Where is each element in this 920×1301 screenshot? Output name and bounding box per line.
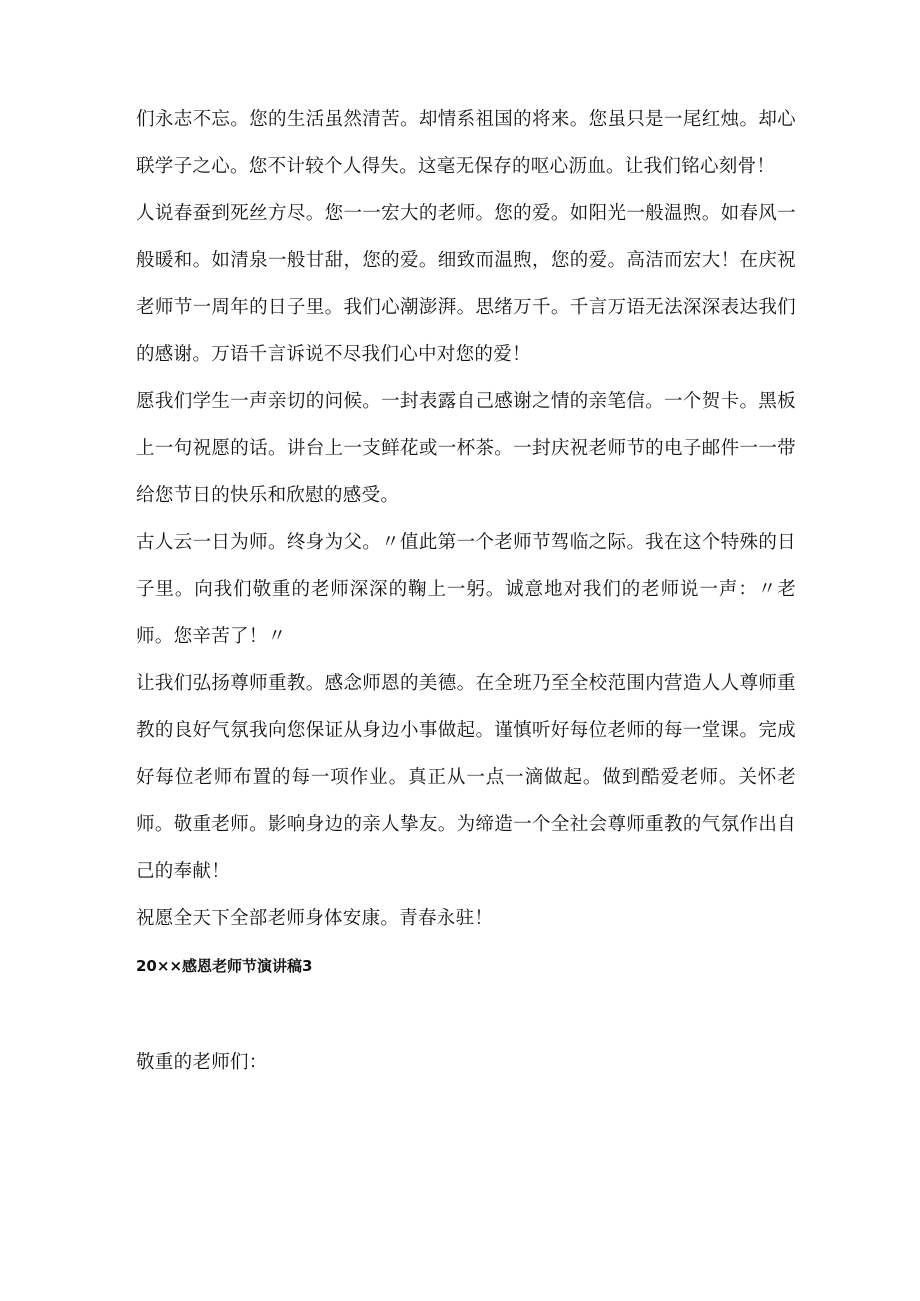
paragraph-5: 让我们弘扬尊师重教。感念师恩的美德。在全班乃至全校范围内营造人人尊师重教的良好气氛我向您保证从身边小事做起。谨慎听好每位老师的每一堂课。完成好每位老师布置的每一项作业。真正从一点一滴做起。做到酷爱老师。关怀老师。敬重老师。影响身边的亲人挚友。为缔造一个全社会尊师重教的气氛作出自己的奉献！ [136, 673, 796, 882]
paragraph-3: 愿我们学生一声亲切的问候。一封表露自己感谢之情的亲笔信。一个贺卡。黑板上一句祝愿的话。讲台上一支鲜花或一杯茶。一封庆祝老师节的电子邮件一一带给您节日的快乐和欣慰的感受。 [136, 391, 796, 506]
paragraph-1: 们永志不忘。您的生活虽然清苦。却情系祖国的将来。您虽只是一尾红烛。却心联学子之心。您不计较个人得失。这毫无保存的呕心沥血。让我们铭心刻骨！ [136, 109, 796, 177]
document-page [136, 96, 796, 1078]
salutation: 敬重的老师们： [136, 1052, 268, 1073]
paragraph-2: 人说春蚕到死丝方尽。您一一宏大的老师。您的爱。如阳光一般温煦。如春风一般暖和。如清泉一般甘甜，您的爱。细致而温煦，您的爱。高洁而宏大！在庆祝老师节一周年的日子里。我们心潮澎湃。思绪万千。千言万语无法深深表达我们的感谢。万语千言诉说不尽我们心中对您的爱！ [136, 203, 796, 365]
paragraph-6: 祝愿全天下全部老师身体安康。青春永驻！ [136, 908, 494, 929]
section-heading: 20××感恩老师节演讲稿3 [136, 957, 313, 975]
paragraph-4: 古人云一日为师。终身为父。〃值此第一个老师节驾临之际。我在这个特殊的日子里。向我们敬重的老师深深的鞠上一躬。诚意地对我们的老师说一声：〃老师。您辛苦了！〃 [136, 532, 796, 647]
